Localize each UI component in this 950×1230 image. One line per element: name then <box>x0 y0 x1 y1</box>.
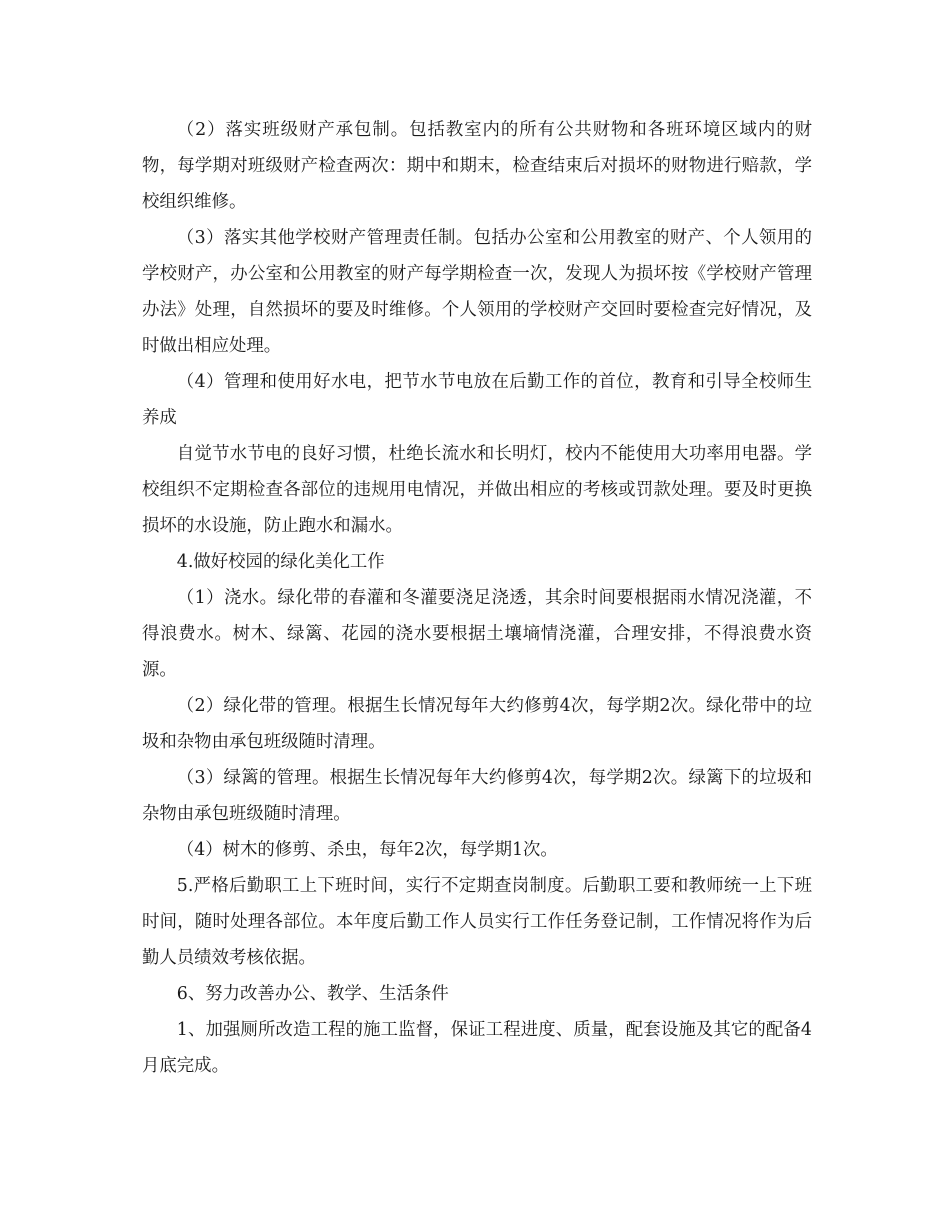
paragraph-tree-pruning: （4）树木的修剪、杀虫，每年2次，每学期1次。 <box>176 840 558 860</box>
paragraph-hedge-management: （3）绿篱的管理。根据生长情况每年大约修剪4次，每学期2次。绿篱下的垃圾和杂物由承包班级随时清理。 <box>142 768 812 824</box>
paragraph-watering: （1）浇水。绿化带的春灌和冬灌要浇足浇透，其余时间要根据雨水情况浇灌，不得浪费水。树木、绿篱、花园的浇水要根据土壤墒情浇灌，合理安排，不得浪费水资源。 <box>142 588 812 680</box>
paragraph-toilet-renovation: 1、加强厕所改造工程的施工监督，保证工程进度、质量，配套设施及其它的配备4月底完成。 <box>142 1020 812 1076</box>
paragraph-staff-attendance: 5.严格后勤职工上下班时间，实行不定期查岗制度。后勤职工要和教师统一上下班时间，随时处理各部位。本年度后勤工作人员实行工作任务登记制，工作情况将作为后勤人员绩效考核依据。 <box>142 876 812 968</box>
paragraph-saving-habits: 自觉节水节电的良好习惯，杜绝长流水和长明灯，校内不能使用大功率用电器。学校组织不定期检查各部位的违规用电情况，并做出相应的考核或罚款处理。要及时更换损坏的水设施，防止跑水和漏水。 <box>142 444 812 536</box>
heading-improve-conditions: 6、努力改善办公、教学、生活条件 <box>176 984 449 1004</box>
paragraph-school-property-responsibility: （3）落实其他学校财产管理责任制。包括办公室和公用教室的财产、个人领用的学校财产，办公室和公用教室的财产每学期检查一次，发现人为损坏按《学校财产管理办法》处理，自然损坏的要及时维修。个人领用的学校财产交回时要检查完好情况，及时做出相应处理。 <box>142 228 812 356</box>
paragraph-green-belt-management: （2）绿化带的管理。根据生长情况每年大约修剪4次，每学期2次。绿化带中的垃圾和杂物由承包班级随时清理。 <box>142 696 812 752</box>
document-body <box>142 112 812 1084</box>
paragraph-water-electricity-management: （4）管理和使用好水电，把节水节电放在后勤工作的首位，教育和引导全校师生养成 <box>142 372 812 428</box>
heading-greening-work: 4.做好校园的绿化美化工作 <box>176 552 385 572</box>
paragraph-class-property-contract: （2）落实班级财产承包制。包括教室内的所有公共财物和各班环境区域内的财物，每学期对班级财产检查两次：期中和期末，检查结束后对损坏的财物进行赔款，学校组织维修。 <box>142 120 812 212</box>
